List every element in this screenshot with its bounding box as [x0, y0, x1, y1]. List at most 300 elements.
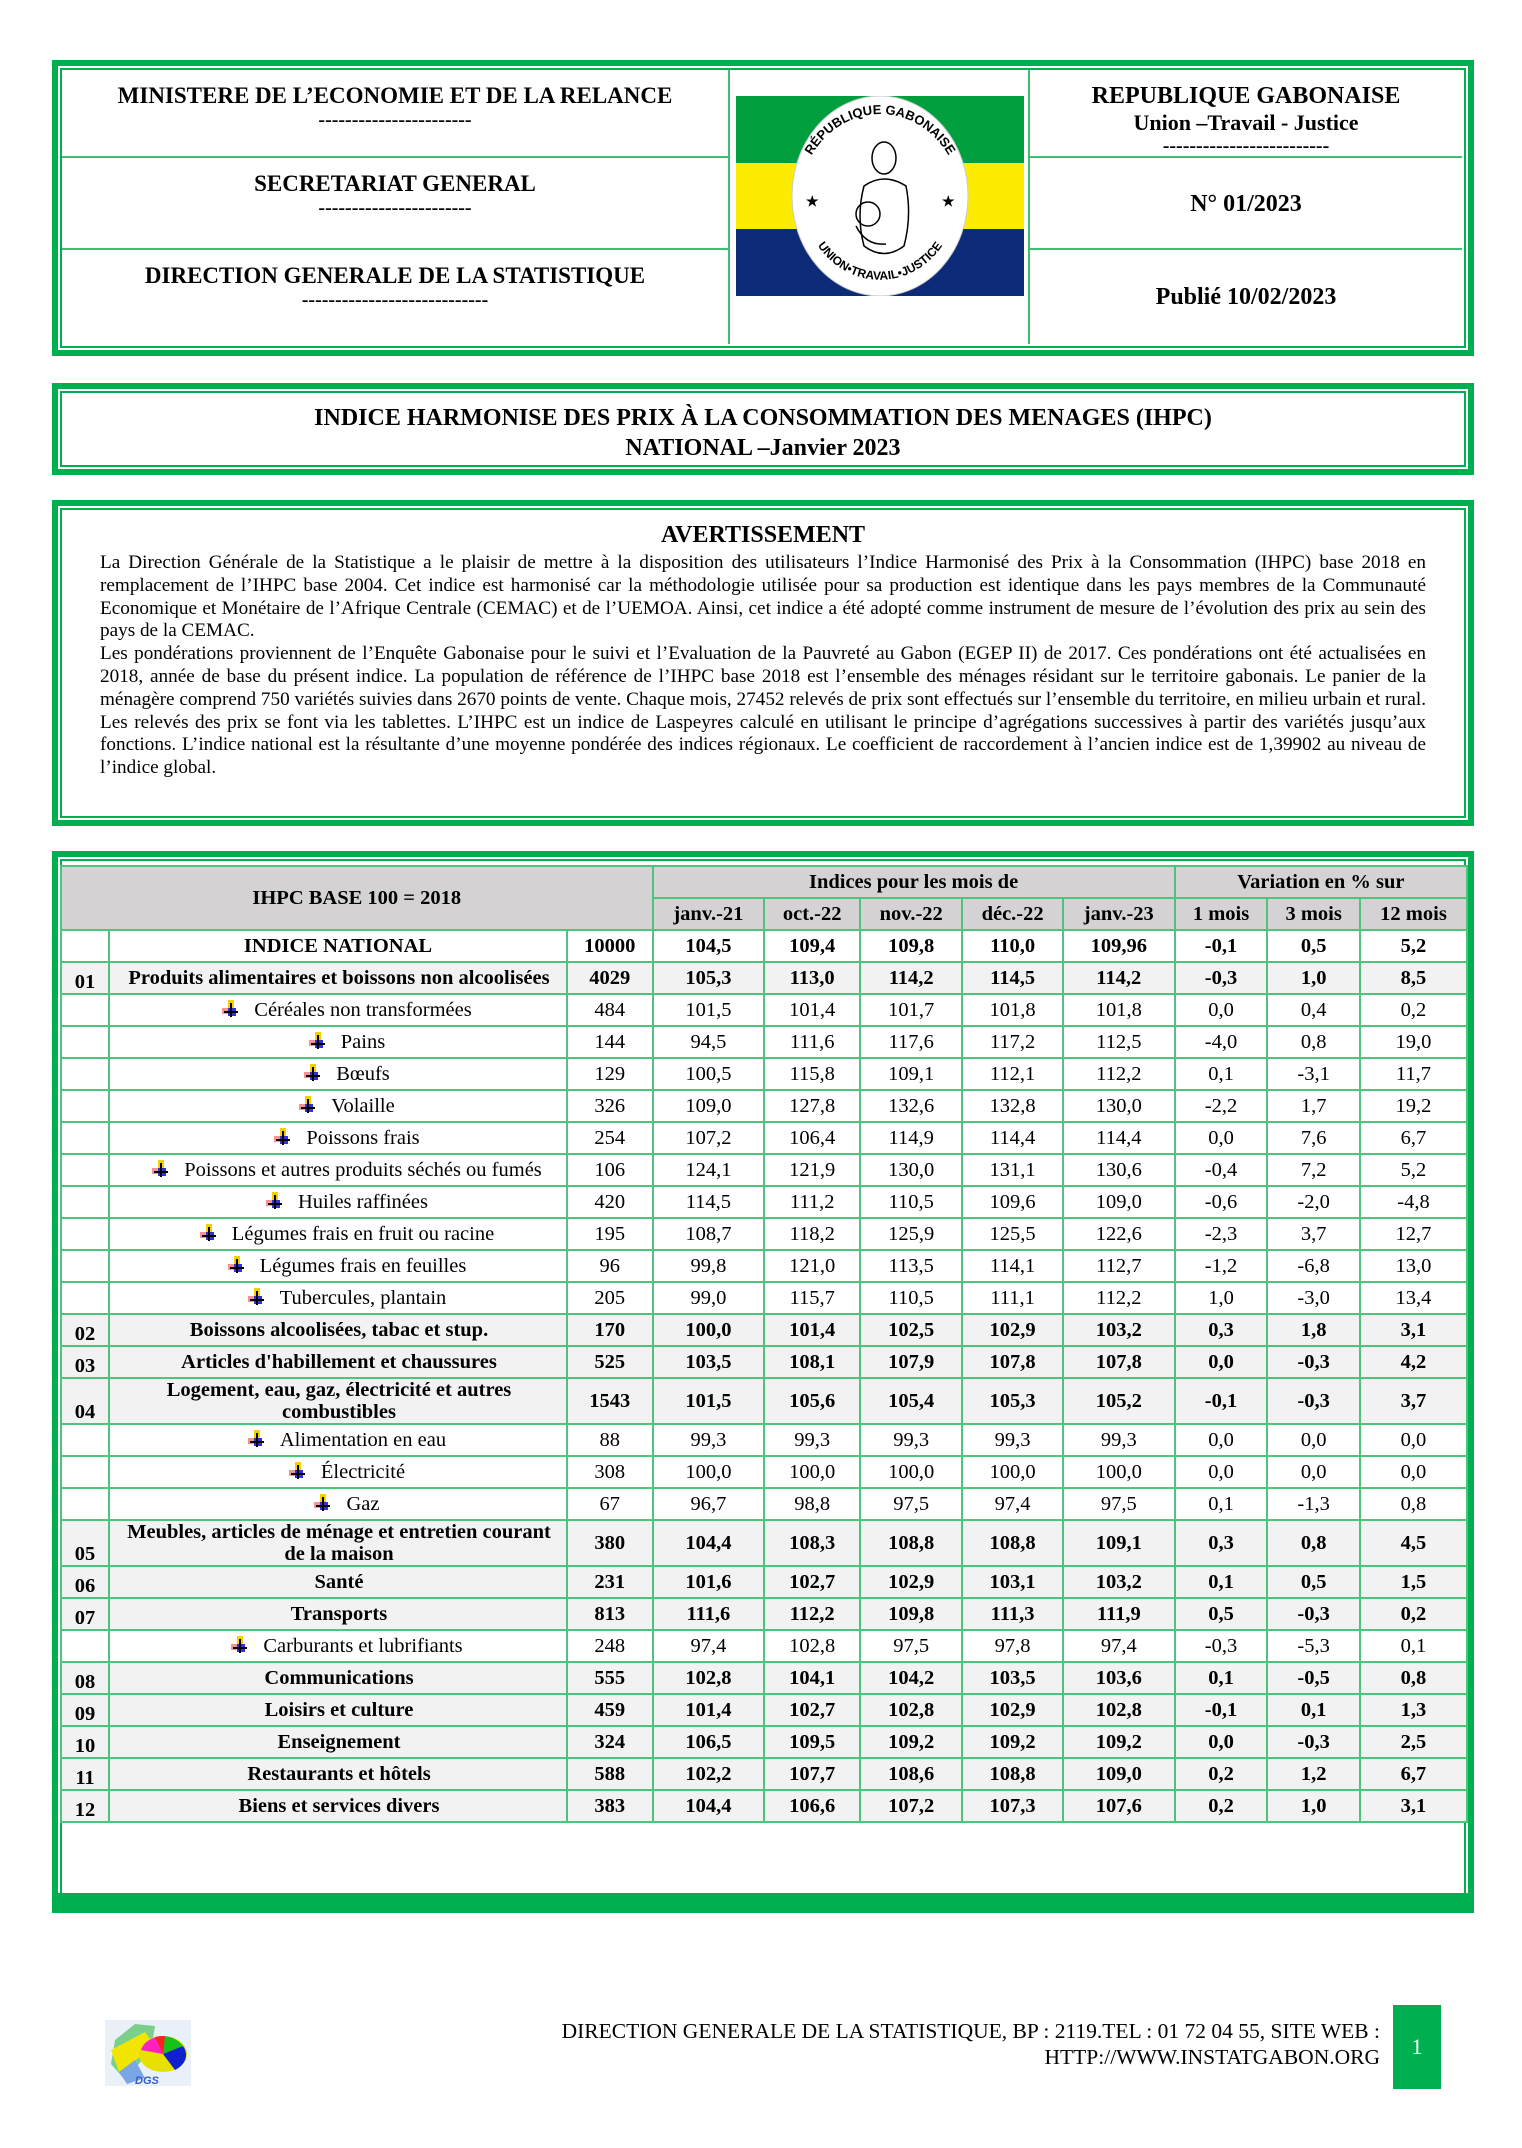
- index-value-cell: 111,6: [764, 1026, 860, 1058]
- row-label: [109, 1790, 567, 1822]
- direction-cell: [62, 250, 730, 344]
- variation-value-cell: 0,0: [1175, 1456, 1268, 1488]
- index-value-cell: 102,7: [764, 1566, 860, 1598]
- weight-cell: 144: [567, 1026, 653, 1058]
- svg-text:DGS: DGS: [135, 2075, 159, 2086]
- divider-dashes: -----------------------: [318, 197, 472, 219]
- row-label: [109, 1346, 567, 1378]
- variation-value-cell: 4,2: [1360, 1346, 1467, 1378]
- variation-header: 1 mois: [1175, 898, 1268, 930]
- row-label-text: Céréales non transformées: [254, 999, 472, 1021]
- table-row-function: [61, 1726, 1467, 1758]
- weight-cell: 380: [567, 1520, 653, 1566]
- row-label-text: Légumes frais en feuilles: [259, 1255, 467, 1277]
- warning-heading: AVERTISSEMENT: [660, 522, 866, 548]
- row-label: [109, 1058, 567, 1090]
- function-code: [61, 1186, 109, 1218]
- table-row-function: [61, 1314, 1467, 1346]
- weight-cell: 588: [567, 1758, 653, 1790]
- index-value-cell: 104,4: [653, 1520, 765, 1566]
- weight-cell: 484: [567, 994, 653, 1026]
- variation-value-cell: 8,5: [1360, 962, 1467, 994]
- month-header: janv.-23: [1063, 898, 1175, 930]
- bullet-arrow-icon: [299, 1096, 317, 1114]
- variation-value-cell: 1,8: [1267, 1314, 1360, 1346]
- function-code: [61, 1026, 109, 1058]
- index-value-cell: 102,2: [653, 1758, 765, 1790]
- index-value-cell: 100,0: [653, 1314, 765, 1346]
- svg-text:★: ★: [942, 195, 955, 210]
- table-row-subitem: [61, 1456, 1467, 1488]
- index-value-cell: 100,5: [653, 1058, 765, 1090]
- function-code: [61, 1058, 109, 1090]
- index-value-cell: 105,6: [764, 1378, 860, 1424]
- index-value-cell: 107,7: [764, 1758, 860, 1790]
- row-label: [109, 1488, 567, 1520]
- index-value-cell: 113,0: [764, 962, 860, 994]
- row-label: [109, 1154, 567, 1186]
- index-value-cell: 107,6: [1063, 1790, 1175, 1822]
- index-value-cell: 122,6: [1063, 1218, 1175, 1250]
- function-code: 10: [61, 1726, 109, 1758]
- function-code: 04: [61, 1378, 109, 1424]
- row-label: [109, 1378, 567, 1424]
- row-label-text: Tubercules, plantain: [279, 1287, 447, 1309]
- variation-value-cell: 0,5: [1175, 1598, 1268, 1630]
- ministry-label: MINISTERE DE L’ECONOMIE ET DE LA RELANCE: [117, 83, 673, 108]
- index-value-cell: 105,2: [1063, 1378, 1175, 1424]
- gabon-flag-emblem: [736, 96, 1024, 296]
- row-label: [109, 1566, 567, 1598]
- row-label-text: Produits alimentaires et boissons non alcoolisées: [128, 967, 550, 989]
- row-label: [109, 1090, 567, 1122]
- row-label-text: Transports: [290, 1603, 388, 1625]
- row-label-text: Logement, eau, gaz, électricité et autres combustibles: [166, 1379, 512, 1423]
- document-title: [58, 403, 1468, 463]
- variation-value-cell: 7,2: [1267, 1154, 1360, 1186]
- row-label-text: Meubles, articles de ménage et entretien courant de la maison: [127, 1521, 551, 1565]
- table-row-subitem: [61, 1282, 1467, 1314]
- index-value-cell: 102,8: [1063, 1694, 1175, 1726]
- index-value-cell: 109,2: [962, 1726, 1063, 1758]
- divider-dashes: ----------------------------: [301, 289, 489, 311]
- index-value-cell: 114,4: [962, 1122, 1063, 1154]
- variation-value-cell: -2,0: [1267, 1186, 1360, 1218]
- table-row-subitem: [61, 1250, 1467, 1282]
- index-value-cell: 98,8: [764, 1488, 860, 1520]
- index-value-cell: 97,4: [962, 1488, 1063, 1520]
- index-value-cell: 103,1: [962, 1566, 1063, 1598]
- index-value-cell: 111,6: [653, 1598, 765, 1630]
- index-value-cell: 101,5: [653, 1378, 765, 1424]
- index-value-cell: 121,9: [764, 1154, 860, 1186]
- index-value-cell: 112,2: [1063, 1282, 1175, 1314]
- index-value-cell: 99,3: [653, 1424, 765, 1456]
- index-value-cell: 106,6: [764, 1790, 860, 1822]
- variation-value-cell: -3,1: [1267, 1058, 1360, 1090]
- index-value-cell: 107,2: [860, 1790, 962, 1822]
- index-value-cell: 99,3: [860, 1424, 962, 1456]
- index-value-cell: 102,8: [860, 1694, 962, 1726]
- function-code: 05: [61, 1520, 109, 1566]
- variation-value-cell: -2,2: [1175, 1090, 1268, 1122]
- variation-value-cell: -0,3: [1267, 1378, 1360, 1424]
- variation-value-cell: 0,2: [1360, 1598, 1467, 1630]
- weight-cell: 813: [567, 1598, 653, 1630]
- function-code: [61, 1122, 109, 1154]
- weight-cell: 525: [567, 1346, 653, 1378]
- index-value-cell: 109,0: [1063, 1758, 1175, 1790]
- variation-value-cell: -1,2: [1175, 1250, 1268, 1282]
- variation-value-cell: 0,8: [1267, 1520, 1360, 1566]
- variation-value-cell: -0,5: [1267, 1662, 1360, 1694]
- index-value-cell: 130,0: [1063, 1090, 1175, 1122]
- table-row-function: [61, 1520, 1467, 1566]
- row-label-text: INDICE NATIONAL: [243, 935, 433, 957]
- index-value-cell: 109,1: [1063, 1520, 1175, 1566]
- index-value-cell: 97,4: [653, 1630, 765, 1662]
- index-value-cell: 108,3: [764, 1520, 860, 1566]
- index-value-cell: 109,96: [1063, 930, 1175, 962]
- weight-cell: 205: [567, 1282, 653, 1314]
- function-code: 03: [61, 1346, 109, 1378]
- table-row-subitem: [61, 1186, 1467, 1218]
- weight-cell: 195: [567, 1218, 653, 1250]
- function-code: 12: [61, 1790, 109, 1822]
- variation-value-cell: 13,4: [1360, 1282, 1467, 1314]
- svg-text:UNION•TRAVAIL•JUSTICE: UNION•TRAVAIL•JUSTICE: [815, 238, 945, 283]
- row-label-text: Communications: [264, 1667, 414, 1689]
- index-value-cell: 110,5: [860, 1282, 962, 1314]
- row-label-text: Bœufs: [336, 1063, 390, 1085]
- index-value-cell: 105,3: [653, 962, 765, 994]
- index-value-cell: 109,1: [860, 1058, 962, 1090]
- index-value-cell: 125,5: [962, 1218, 1063, 1250]
- weight-cell: 88: [567, 1424, 653, 1456]
- weight-cell: 106: [567, 1154, 653, 1186]
- function-code: [61, 1456, 109, 1488]
- row-label: [109, 1726, 567, 1758]
- row-label: [109, 1598, 567, 1630]
- index-value-cell: 112,7: [1063, 1250, 1175, 1282]
- index-value-cell: 114,2: [860, 962, 962, 994]
- variation-value-cell: 7,6: [1267, 1122, 1360, 1154]
- row-label: [109, 1186, 567, 1218]
- row-label-text: Carburants et lubrifiants: [263, 1635, 463, 1657]
- index-value-cell: 101,6: [653, 1566, 765, 1598]
- index-value-cell: 100,0: [764, 1456, 860, 1488]
- table-row-function: [61, 1758, 1467, 1790]
- row-label: [109, 930, 567, 962]
- index-value-cell: 101,8: [962, 994, 1063, 1026]
- index-value-cell: 111,3: [962, 1598, 1063, 1630]
- variation-value-cell: 0,0: [1267, 1456, 1360, 1488]
- index-value-cell: 99,0: [653, 1282, 765, 1314]
- index-value-cell: 96,7: [653, 1488, 765, 1520]
- ihpc-table-box: [52, 851, 1474, 1913]
- bullet-arrow-icon: [200, 1224, 218, 1242]
- index-value-cell: 132,6: [860, 1090, 962, 1122]
- ihpc-table: [60, 865, 1468, 1823]
- variation-value-cell: 0,1: [1360, 1630, 1467, 1662]
- function-code: [61, 1090, 109, 1122]
- variation-value-cell: 6,7: [1360, 1758, 1467, 1790]
- function-code: [61, 1282, 109, 1314]
- index-value-cell: 99,3: [1063, 1424, 1175, 1456]
- index-value-cell: 118,2: [764, 1218, 860, 1250]
- variation-value-cell: 0,5: [1267, 1566, 1360, 1598]
- index-value-cell: 109,6: [962, 1186, 1063, 1218]
- index-value-cell: 102,7: [764, 1694, 860, 1726]
- row-label-text: Poissons et autres produits séchés ou fumés: [184, 1159, 542, 1181]
- function-code: 09: [61, 1694, 109, 1726]
- row-label: [109, 1314, 567, 1346]
- variation-value-cell: 3,1: [1360, 1314, 1467, 1346]
- weight-cell: 308: [567, 1456, 653, 1488]
- weight-cell: 10000: [567, 930, 653, 962]
- index-value-cell: 132,8: [962, 1090, 1063, 1122]
- month-header: oct.-22: [764, 898, 860, 930]
- weight-cell: 170: [567, 1314, 653, 1346]
- index-value-cell: 114,5: [653, 1186, 765, 1218]
- variation-value-cell: -5,3: [1267, 1630, 1360, 1662]
- table-row-subitem: [61, 1058, 1467, 1090]
- variation-value-cell: 0,5: [1267, 930, 1360, 962]
- index-value-cell: 94,5: [653, 1026, 765, 1058]
- index-value-cell: 103,5: [653, 1346, 765, 1378]
- index-value-cell: 124,1: [653, 1154, 765, 1186]
- index-value-cell: 108,6: [860, 1758, 962, 1790]
- variation-value-cell: 19,2: [1360, 1090, 1467, 1122]
- weight-cell: 4029: [567, 962, 653, 994]
- weight-cell: 326: [567, 1090, 653, 1122]
- table-row-subitem: [61, 1090, 1467, 1122]
- table-row-subitem: [61, 1026, 1467, 1058]
- index-value-cell: 102,5: [860, 1314, 962, 1346]
- bullet-arrow-icon: [304, 1064, 322, 1082]
- title-box: [52, 383, 1474, 475]
- variation-value-cell: -0,3: [1267, 1346, 1360, 1378]
- variation-value-cell: 0,0: [1360, 1456, 1467, 1488]
- index-value-cell: 111,9: [1063, 1598, 1175, 1630]
- variation-value-cell: -4,0: [1175, 1026, 1268, 1058]
- direction-label: DIRECTION GENERALE DE LA STATISTIQUE: [144, 263, 646, 288]
- issue-number: N° 01/2023: [1190, 191, 1302, 217]
- function-code: [61, 1488, 109, 1520]
- index-value-cell: 108,7: [653, 1218, 765, 1250]
- table-body: [61, 930, 1467, 1822]
- month-header: nov.-22: [860, 898, 962, 930]
- row-label: [109, 1662, 567, 1694]
- function-code: 08: [61, 1662, 109, 1694]
- row-label-text: Électricité: [320, 1461, 406, 1483]
- variation-value-cell: -0,1: [1175, 1694, 1268, 1726]
- bullet-arrow-icon: [248, 1288, 266, 1306]
- index-value-cell: 100,0: [860, 1456, 962, 1488]
- bullet-arrow-icon: [314, 1494, 332, 1512]
- weight-cell: 324: [567, 1726, 653, 1758]
- variation-value-cell: 0,0: [1175, 1122, 1268, 1154]
- index-value-cell: 110,5: [860, 1186, 962, 1218]
- index-value-cell: 100,0: [1063, 1456, 1175, 1488]
- row-label-text: Alimentation en eau: [279, 1429, 447, 1451]
- index-value-cell: 109,4: [764, 930, 860, 962]
- index-value-cell: 100,0: [962, 1456, 1063, 1488]
- index-value-cell: 117,2: [962, 1026, 1063, 1058]
- index-value-cell: 108,8: [962, 1758, 1063, 1790]
- variation-value-cell: 1,2: [1267, 1758, 1360, 1790]
- variation-value-cell: -0,1: [1175, 1378, 1268, 1424]
- row-label: [109, 1218, 567, 1250]
- variation-value-cell: -3,0: [1267, 1282, 1360, 1314]
- index-value-cell: 104,1: [764, 1662, 860, 1694]
- variation-value-cell: -4,8: [1360, 1186, 1467, 1218]
- index-value-cell: 114,1: [962, 1250, 1063, 1282]
- header-box: [52, 60, 1474, 356]
- index-value-cell: 103,5: [962, 1662, 1063, 1694]
- index-value-cell: 112,2: [1063, 1058, 1175, 1090]
- variation-value-cell: -0,6: [1175, 1186, 1268, 1218]
- index-value-cell: 102,9: [860, 1566, 962, 1598]
- bullet-arrow-icon: [289, 1462, 307, 1480]
- variation-value-cell: 0,3: [1175, 1314, 1268, 1346]
- table-row-function: [61, 962, 1467, 994]
- weight-cell: 420: [567, 1186, 653, 1218]
- index-value-cell: 99,3: [764, 1424, 860, 1456]
- warning-paragraph-2: Les pondérations proviennent de l’Enquête Gabonaise pour le suivi et l’Evaluation de la Pauvreté au Gabon (EGEP II) de 2017. Ces pondérations ont été actualisées en 2018, année de base du présent indice. La population de référence de l’IHPC base 2018 est l’ensemble des ménages résidant sur le territoire gabonais. Le panier de la ménagère comprend 750 variétés suivies dans 2670 points de vente. Chaque mois, 27452 relevés de prix sont effectués sur l’ensemble du territoire, en milieu urbain et rural. Les relevés des prix se font via les tablettes. L’IHPC est un indice de Laspeyres calculé en utilisant le principe d’agrégations successives à partir des variétés jusqu’aux fonctions. L’indice national est la résultante d’une moyenne pondérée des indices régionaux. Le coefficient de raccordement à l’ancien indice est de 1,39902 au niveau de l’indice global.: [100, 643, 1426, 779]
- index-value-cell: 101,4: [653, 1694, 765, 1726]
- index-value-cell: 114,9: [860, 1122, 962, 1154]
- variation-value-cell: 0,0: [1360, 1424, 1467, 1456]
- row-label-text: Biens et services divers: [238, 1795, 440, 1817]
- variation-value-cell: 11,7: [1360, 1058, 1467, 1090]
- variation-value-cell: -0,3: [1175, 962, 1268, 994]
- row-label: [109, 1456, 567, 1488]
- index-value-cell: 111,2: [764, 1186, 860, 1218]
- issue-number-cell: [1030, 158, 1462, 250]
- index-value-cell: 107,3: [962, 1790, 1063, 1822]
- function-code: 11: [61, 1758, 109, 1790]
- row-label: [109, 1250, 567, 1282]
- index-value-cell: 107,2: [653, 1122, 765, 1154]
- variation-value-cell: -0,1: [1175, 930, 1268, 962]
- index-value-cell: 121,0: [764, 1250, 860, 1282]
- function-code: 02: [61, 1314, 109, 1346]
- index-value-cell: 127,8: [764, 1090, 860, 1122]
- index-value-cell: 112,2: [764, 1598, 860, 1630]
- variation-value-cell: 5,2: [1360, 1154, 1467, 1186]
- variation-value-cell: 0,2: [1175, 1758, 1268, 1790]
- index-value-cell: 131,1: [962, 1154, 1063, 1186]
- bullet-arrow-icon: [228, 1256, 246, 1274]
- index-value-cell: 97,5: [860, 1630, 962, 1662]
- emblem-cell: [730, 70, 1030, 344]
- index-value-cell: 101,4: [764, 994, 860, 1026]
- table-row-subitem: [61, 994, 1467, 1026]
- variation-value-cell: 3,1: [1360, 1790, 1467, 1822]
- row-label-text: Enseignement: [277, 1731, 401, 1753]
- row-label-text: Volaille: [331, 1095, 395, 1117]
- variation-value-cell: 0,8: [1267, 1026, 1360, 1058]
- function-code: [61, 994, 109, 1026]
- index-value-cell: 109,0: [1063, 1186, 1175, 1218]
- variation-value-cell: 1,7: [1267, 1090, 1360, 1122]
- variation-group-header: Variation en % sur: [1175, 866, 1467, 898]
- variation-value-cell: 0,3: [1175, 1520, 1268, 1566]
- index-value-cell: 105,4: [860, 1378, 962, 1424]
- variation-value-cell: 3,7: [1267, 1218, 1360, 1250]
- index-value-cell: 113,5: [860, 1250, 962, 1282]
- variation-value-cell: 5,2: [1360, 930, 1467, 962]
- index-value-cell: 102,8: [653, 1662, 765, 1694]
- variation-value-cell: 0,8: [1360, 1662, 1467, 1694]
- variation-value-cell: 0,0: [1175, 994, 1268, 1026]
- variation-value-cell: 19,0: [1360, 1026, 1467, 1058]
- coat-of-arms-seal-icon: [736, 96, 1024, 296]
- variation-value-cell: 6,7: [1360, 1122, 1467, 1154]
- index-value-cell: 102,9: [962, 1314, 1063, 1346]
- table-row-subitem: [61, 1154, 1467, 1186]
- table-row-function: [61, 1566, 1467, 1598]
- index-value-cell: 114,2: [1063, 962, 1175, 994]
- index-value-cell: 106,5: [653, 1726, 765, 1758]
- index-value-cell: 109,8: [860, 930, 962, 962]
- variation-value-cell: -2,3: [1175, 1218, 1268, 1250]
- publication-date: Publié 10/02/2023: [1155, 284, 1337, 310]
- variation-value-cell: -1,3: [1267, 1488, 1360, 1520]
- row-label: [109, 1520, 567, 1566]
- table-row-function: [61, 1346, 1467, 1378]
- variation-value-cell: 1,5: [1360, 1566, 1467, 1598]
- row-label-text: Huiles raffinées: [298, 1191, 428, 1213]
- row-label-text: Boissons alcoolisées, tabac et stup.: [189, 1319, 489, 1341]
- index-value-cell: 111,1: [962, 1282, 1063, 1314]
- variation-value-cell: 0,1: [1175, 1058, 1268, 1090]
- variation-header: 3 mois: [1267, 898, 1360, 930]
- month-header: janv.-21: [653, 898, 765, 930]
- index-value-cell: 117,6: [860, 1026, 962, 1058]
- warning-box: [52, 500, 1474, 826]
- variation-value-cell: 0,0: [1175, 1726, 1268, 1758]
- variation-value-cell: 0,2: [1360, 994, 1467, 1026]
- index-value-cell: 110,0: [962, 930, 1063, 962]
- row-label-text: Pains: [340, 1031, 386, 1053]
- function-code: [61, 1218, 109, 1250]
- variation-value-cell: -0,3: [1175, 1630, 1268, 1662]
- variation-value-cell: 12,7: [1360, 1218, 1467, 1250]
- function-code: [61, 1154, 109, 1186]
- row-label-text: Poissons frais: [306, 1127, 420, 1149]
- row-label-text: Gaz: [346, 1493, 380, 1515]
- bullet-arrow-icon: [152, 1160, 170, 1178]
- svg-text:★: ★: [806, 195, 819, 210]
- bullet-arrow-icon: [309, 1032, 327, 1050]
- table-row-subitem: [61, 1218, 1467, 1250]
- index-value-cell: 101,5: [653, 994, 765, 1026]
- footer-website: HTTP://WWW.INSTATGABON.ORG: [1044, 2045, 1380, 2069]
- function-code: 01: [61, 962, 109, 994]
- row-label: [109, 994, 567, 1026]
- index-value-cell: 105,3: [962, 1378, 1063, 1424]
- index-value-cell: 112,1: [962, 1058, 1063, 1090]
- variation-value-cell: 0,1: [1175, 1566, 1268, 1598]
- index-value-cell: 97,5: [1063, 1488, 1175, 1520]
- variation-value-cell: 0,8: [1360, 1488, 1467, 1520]
- variation-value-cell: -0,4: [1175, 1154, 1268, 1186]
- table-row-subitem: [61, 1122, 1467, 1154]
- weight-cell: 67: [567, 1488, 653, 1520]
- function-code: 06: [61, 1566, 109, 1598]
